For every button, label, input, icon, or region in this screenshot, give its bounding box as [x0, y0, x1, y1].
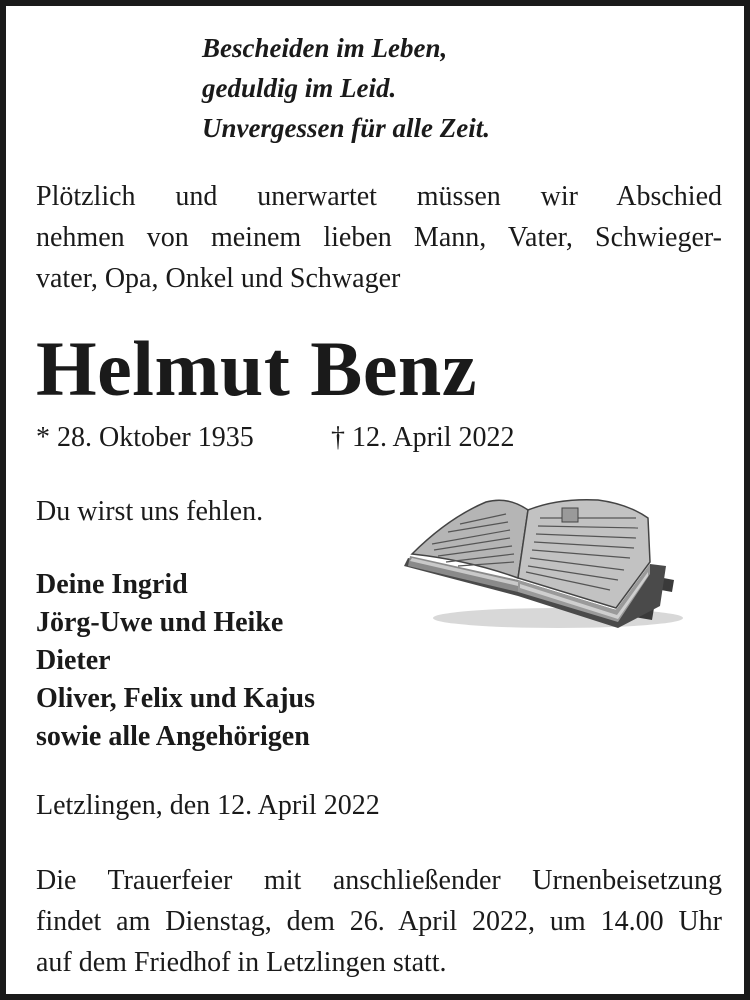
motto [202, 28, 490, 148]
deceased-name: Helmut Benz [36, 325, 477, 412]
family-member: Jörg-Uwe und Heike [36, 607, 284, 638]
funeral-info [36, 860, 722, 983]
funeral-info-line: auf dem Friedhof in Letzlingen statt. [36, 947, 447, 978]
family-member: Dieter [36, 645, 111, 676]
family-member: Oliver, Felix und Kajus [36, 683, 316, 714]
farewell-text: Du wirst uns fehlen. [36, 496, 264, 527]
family-signatures [36, 566, 315, 756]
intro-line: Plötzlich und unerwartet müssen wir Abschied [36, 181, 722, 212]
open-book-icon [398, 488, 688, 638]
death-date: † 12. April 2022 [331, 422, 515, 453]
motto-line: geduldig im Leid. [202, 73, 397, 103]
intro-text [36, 176, 722, 299]
birth-date: * 28. Oktober 1935 [36, 422, 254, 453]
motto-line: Unvergessen für alle Zeit. [202, 113, 490, 143]
funeral-info-line: findet am Dienstag, dem 26. April 2022, um 14.00 Uhr [36, 906, 722, 937]
intro-line: nehmen von meinem lieben Mann, Vater, Schwieger- [36, 222, 722, 253]
place-and-date: Letzlingen, den 12. April 2022 [36, 790, 380, 821]
family-member: sowie alle Angehörigen [36, 721, 310, 752]
family-member: Deine Ingrid [36, 569, 188, 600]
motto-line: Bescheiden im Leben, [202, 33, 448, 63]
funeral-info-line: Die Trauerfeier mit anschließender Urnenbeisetzung [36, 865, 722, 896]
life-dates [36, 418, 515, 458]
intro-line: vater, Opa, Onkel und Schwager [36, 263, 401, 294]
